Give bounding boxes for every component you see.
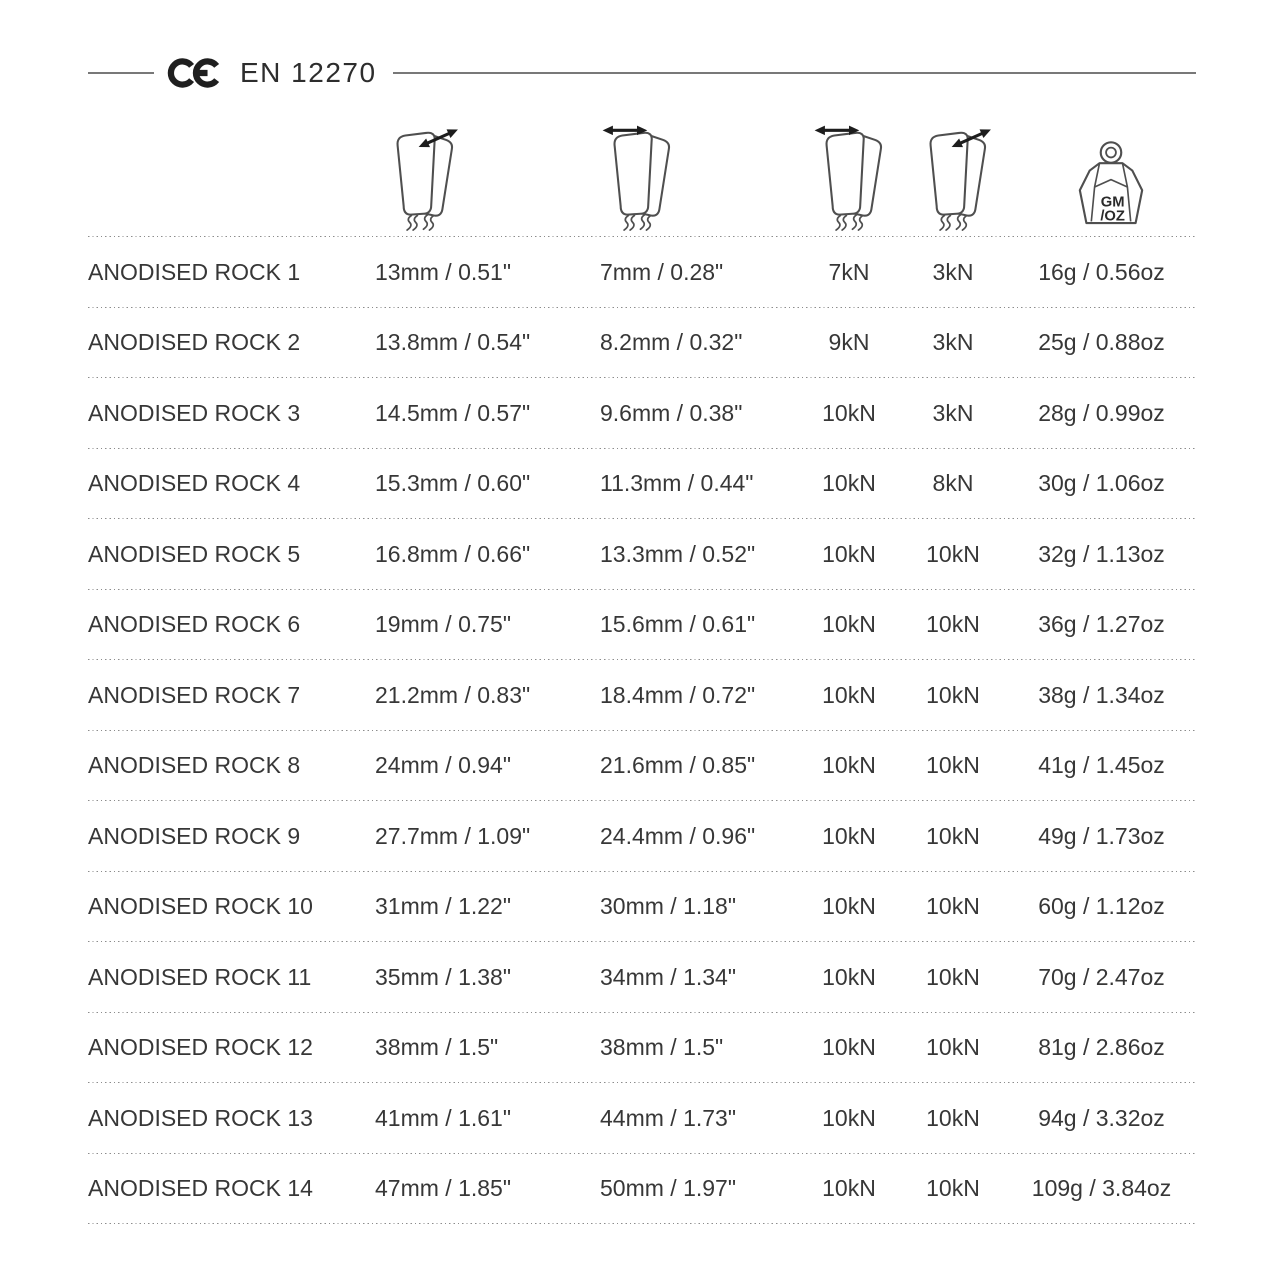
strength-minor-value: 10kN bbox=[926, 752, 980, 779]
product-name: ANODISED ROCK 5 bbox=[88, 540, 301, 567]
width-top-value: 31mm / 1.22" bbox=[375, 893, 512, 920]
table-row bbox=[88, 731, 1195, 802]
product-name: ANODISED ROCK 13 bbox=[88, 1104, 313, 1131]
product-name: ANODISED ROCK 7 bbox=[88, 681, 301, 708]
strength-minor-value: 10kN bbox=[926, 893, 980, 920]
weight-value: 38g / 1.34oz bbox=[1038, 681, 1165, 708]
strength-minor-value: 10kN bbox=[926, 611, 980, 638]
table-row bbox=[88, 1013, 1195, 1084]
spec-table bbox=[88, 118, 1195, 1224]
divider-right bbox=[393, 72, 1196, 75]
strength-major-value: 10kN bbox=[822, 1175, 876, 1202]
strength-minor-value: 10kN bbox=[926, 1104, 980, 1131]
strength-major-value: 10kN bbox=[822, 1034, 876, 1061]
width-top-value: 35mm / 1.38" bbox=[375, 963, 512, 990]
strength-major-value: 10kN bbox=[822, 611, 876, 638]
weight-value: 28g / 0.99oz bbox=[1038, 399, 1165, 426]
product-name: ANODISED ROCK 6 bbox=[88, 611, 301, 638]
width-top-value: 19mm / 0.75" bbox=[375, 611, 512, 638]
weight-value: 30g / 1.06oz bbox=[1038, 470, 1165, 497]
strength-minor-value: 10kN bbox=[926, 1034, 980, 1061]
width-top-value: 15.3mm / 0.60" bbox=[375, 470, 531, 497]
strength-minor-value: 10kN bbox=[926, 822, 980, 849]
spec-rows bbox=[88, 237, 1195, 1224]
width-base-value: 11.3mm / 0.44" bbox=[600, 470, 754, 497]
product-name: ANODISED ROCK 2 bbox=[88, 329, 301, 356]
weight-value: 32g / 1.13oz bbox=[1038, 540, 1165, 567]
column-header-strength-major bbox=[800, 125, 898, 237]
strength-minor-value: 10kN bbox=[926, 963, 980, 990]
table-row bbox=[88, 449, 1195, 520]
table-row bbox=[88, 1083, 1195, 1154]
table-row bbox=[88, 519, 1195, 590]
weight-value: 41g / 1.45oz bbox=[1038, 752, 1165, 779]
strength-minor-value: 10kN bbox=[926, 1175, 980, 1202]
strength-minor-value: 3kN bbox=[932, 399, 974, 426]
width-top-value: 21.2mm / 0.83" bbox=[375, 681, 531, 708]
weight-gm-oz-icon bbox=[1070, 139, 1152, 230]
width-base-value: 13.3mm / 0.52" bbox=[600, 540, 756, 567]
major-axis-strength-icon bbox=[806, 125, 892, 232]
width-base-value: 34mm / 1.34" bbox=[600, 963, 737, 990]
table-row bbox=[88, 1154, 1195, 1225]
product-name: ANODISED ROCK 3 bbox=[88, 399, 301, 426]
width-base-value: 21.6mm / 0.85" bbox=[600, 752, 756, 779]
table-row bbox=[88, 308, 1195, 379]
strength-major-value: 10kN bbox=[822, 540, 876, 567]
weight-value: 25g / 0.88oz bbox=[1038, 329, 1165, 356]
strength-minor-value: 3kN bbox=[932, 329, 974, 356]
strength-minor-value: 10kN bbox=[926, 681, 980, 708]
width-top-value: 14.5mm / 0.57" bbox=[375, 399, 531, 426]
certification-header bbox=[88, 56, 1196, 90]
table-row bbox=[88, 872, 1195, 943]
width-base-value: 9.6mm / 0.38" bbox=[600, 399, 743, 426]
table-row bbox=[88, 237, 1195, 308]
weight-icon-label-gm: GM bbox=[1100, 194, 1125, 211]
width-base-value: 38mm / 1.5" bbox=[600, 1034, 724, 1061]
weight-value: 49g / 1.73oz bbox=[1038, 822, 1165, 849]
width-top-value: 41mm / 1.61" bbox=[375, 1104, 512, 1131]
weight-value: 16g / 0.56oz bbox=[1038, 258, 1165, 285]
strength-minor-value: 8kN bbox=[932, 470, 974, 497]
product-name: ANODISED ROCK 1 bbox=[88, 258, 301, 285]
width-base-value: 30mm / 1.18" bbox=[600, 893, 737, 920]
product-name: ANODISED ROCK 8 bbox=[88, 752, 301, 779]
column-icon-header bbox=[88, 118, 1195, 237]
cert-standard-label: EN 12270 bbox=[240, 57, 377, 88]
product-name: ANODISED ROCK 9 bbox=[88, 822, 301, 849]
table-row bbox=[88, 660, 1195, 731]
width-base-value: 15.6mm / 0.61" bbox=[600, 611, 756, 638]
divider-left bbox=[88, 72, 154, 75]
table-row bbox=[88, 378, 1195, 449]
column-header-strength-minor bbox=[898, 125, 1008, 237]
column-header-weight bbox=[1008, 139, 1195, 237]
width-top-value: 38mm / 1.5" bbox=[375, 1034, 499, 1061]
table-row bbox=[88, 801, 1195, 872]
width-base-value: 24.4mm / 0.96" bbox=[600, 822, 756, 849]
nut-top-width-icon bbox=[377, 125, 463, 232]
width-top-value: 27.7mm / 1.09" bbox=[375, 822, 531, 849]
strength-major-value: 10kN bbox=[822, 963, 876, 990]
strength-major-value: 10kN bbox=[822, 1104, 876, 1131]
ce-mark-icon bbox=[168, 56, 222, 90]
weight-value: 109g / 3.84oz bbox=[1031, 1175, 1172, 1202]
column-header-width-base bbox=[600, 125, 800, 237]
width-top-value: 47mm / 1.85" bbox=[375, 1175, 512, 1202]
weight-value: 36g / 1.27oz bbox=[1038, 611, 1165, 638]
product-name: ANODISED ROCK 10 bbox=[88, 893, 313, 920]
width-top-value: 13mm / 0.51" bbox=[375, 258, 512, 285]
product-name: ANODISED ROCK 14 bbox=[88, 1175, 313, 1202]
minor-axis-strength-icon bbox=[910, 125, 996, 232]
width-base-value: 7mm / 0.28" bbox=[600, 258, 724, 285]
width-top-value: 24mm / 0.94" bbox=[375, 752, 512, 779]
strength-major-value: 10kN bbox=[822, 470, 876, 497]
width-top-value: 16.8mm / 0.66" bbox=[375, 540, 531, 567]
width-base-value: 8.2mm / 0.32" bbox=[600, 329, 743, 356]
weight-value: 81g / 2.86oz bbox=[1038, 1034, 1165, 1061]
table-row bbox=[88, 590, 1195, 661]
strength-minor-value: 3kN bbox=[932, 258, 974, 285]
table-row bbox=[88, 942, 1195, 1013]
width-base-value: 50mm / 1.97" bbox=[600, 1175, 737, 1202]
weight-icon-label-oz: /OZ bbox=[1099, 208, 1125, 225]
strength-major-value: 10kN bbox=[822, 893, 876, 920]
strength-major-value: 9kN bbox=[828, 329, 870, 356]
strength-major-value: 10kN bbox=[822, 681, 876, 708]
product-name: ANODISED ROCK 11 bbox=[88, 963, 312, 990]
strength-major-value: 7kN bbox=[828, 258, 870, 285]
strength-minor-value: 10kN bbox=[926, 540, 980, 567]
product-name: ANODISED ROCK 12 bbox=[88, 1034, 313, 1061]
weight-value: 70g / 2.47oz bbox=[1038, 963, 1165, 990]
strength-major-value: 10kN bbox=[822, 399, 876, 426]
nut-base-width-icon bbox=[594, 125, 680, 232]
width-base-value: 44mm / 1.73" bbox=[600, 1104, 737, 1131]
weight-value: 60g / 1.12oz bbox=[1038, 893, 1165, 920]
strength-major-value: 10kN bbox=[822, 822, 876, 849]
strength-major-value: 10kN bbox=[822, 752, 876, 779]
width-top-value: 13.8mm / 0.54" bbox=[375, 329, 531, 356]
weight-value: 94g / 3.32oz bbox=[1038, 1104, 1165, 1131]
column-header-width-top bbox=[375, 125, 600, 237]
width-base-value: 18.4mm / 0.72" bbox=[600, 681, 756, 708]
product-name: ANODISED ROCK 4 bbox=[88, 470, 301, 497]
